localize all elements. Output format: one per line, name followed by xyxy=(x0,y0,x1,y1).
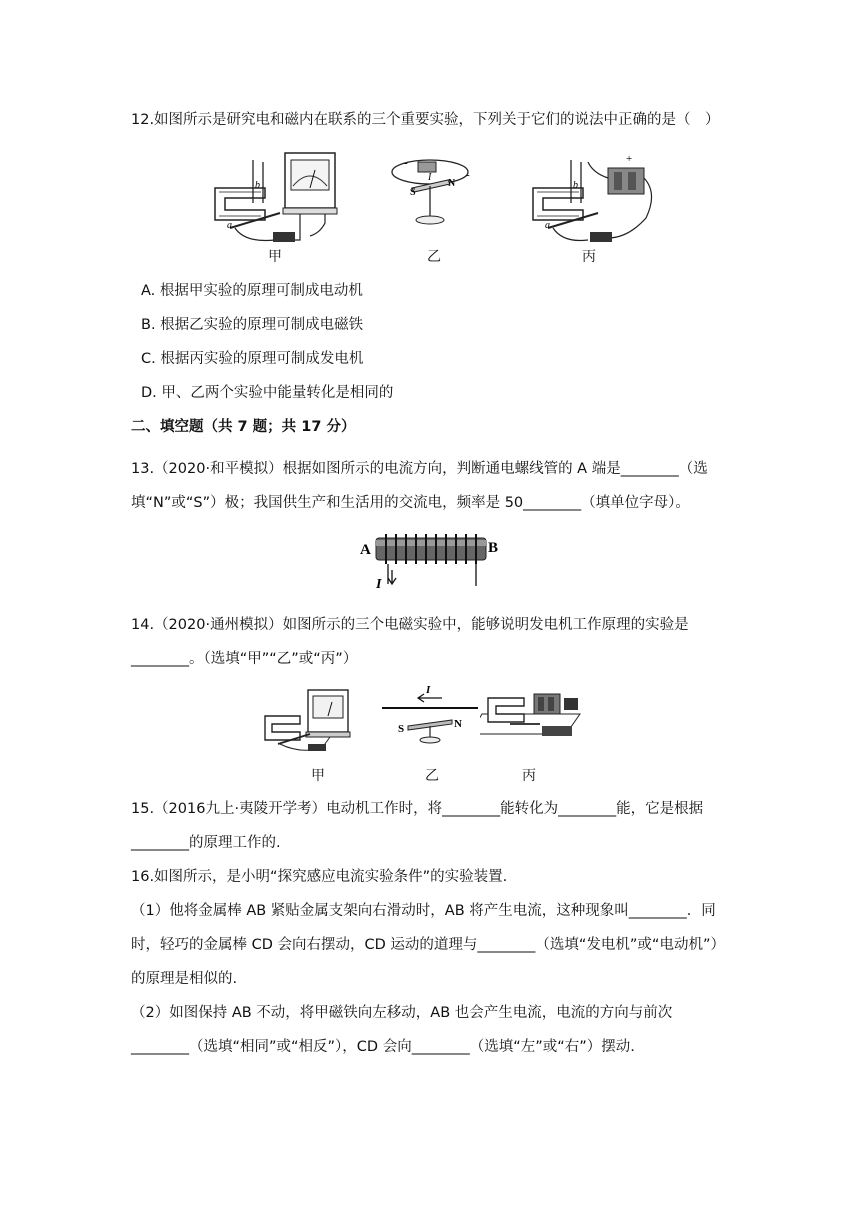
q12-label-S: S xyxy=(410,187,416,198)
q12-option-c: C. 根据丙实验的原理可制成发电机 xyxy=(141,351,364,367)
q12-minus-right: - xyxy=(466,169,470,181)
q16-part1-line1: （1）他将金属棒 AB 紧贴金属支架向右滑动时，AB 将产生电流，这种现象叫________．同 xyxy=(131,903,716,919)
q12-option-b: B. 根据乙实验的原理可制成电磁铁 xyxy=(141,317,364,333)
q13-solenoid-figure xyxy=(358,522,508,592)
q14-line2: ________。（选填“甲”“乙”或“丙”） xyxy=(131,651,358,667)
q12-figure-jia xyxy=(205,148,355,248)
q14-label-S: S xyxy=(398,723,405,735)
q16-part1-line2: 时，轻巧的金属棒 CD 会向右摆动，CD 运动的道理与________（选填“发电机”或“电动机”） xyxy=(131,937,725,953)
q12-bing-label-a: a xyxy=(545,220,550,231)
section-title: 二、填空题（共 7 题；共 17 分） xyxy=(131,419,356,435)
q12-plus-sign: + xyxy=(626,153,633,165)
q14-caption-yi: 乙 xyxy=(425,768,439,784)
q12-label-I: I xyxy=(428,172,432,183)
q14-label-N: N xyxy=(454,718,462,730)
q14-figure-bing xyxy=(480,684,590,756)
q15-line2: ________的原理工作的. xyxy=(131,835,281,851)
q12-label-N: N xyxy=(448,178,456,189)
q15-line1: 15.（2016九上·夷陵开学考）电动机工作时，将________能转化为________能，它是根据 xyxy=(131,801,704,817)
q12-option-d: D. 甲、乙两个实验中能量转化是相同的 xyxy=(141,385,394,401)
q12-figure-yi xyxy=(380,150,480,240)
q13-line1: 13.（2020·和平模拟）根据如图所示的电流方向，判断通电螺线管的 A 端是________（选 xyxy=(131,461,708,477)
q14-caption-jia: 甲 xyxy=(311,768,325,784)
q12-option-a: A. 根据甲实验的原理可制成电动机 xyxy=(141,283,363,299)
q13-line2: 填“N”或“S”）极；我国供生产和生活用的交流电，频率是 50________（填单位字母）。 xyxy=(131,495,690,511)
q12-label-b: b xyxy=(255,180,260,191)
q12-figure-bing xyxy=(528,148,668,248)
q14-caption-bing: 丙 xyxy=(522,768,536,784)
q12-stem: 12.如图所示是研究电和磁内在联系的三个重要实验，下列关于它们的说法中正确的是（ ） xyxy=(131,112,720,128)
q12-caption-jia: 甲 xyxy=(268,249,282,265)
q13-label-B: B xyxy=(488,540,499,556)
q12-minus-left: - xyxy=(404,157,408,169)
q14-figure-jia xyxy=(260,686,360,756)
q12-caption-bing: 丙 xyxy=(582,249,596,265)
q16-part1-line3: 的原理是相似的. xyxy=(131,971,238,987)
q14-label-I: I xyxy=(426,684,431,696)
q13-label-A: A xyxy=(360,542,371,558)
q12-label-a: a xyxy=(227,220,232,231)
q16-part2-line2: ________（选填“相同”或“相反”），CD 会向________（选填“左”或“右”）摆动. xyxy=(131,1039,635,1055)
q14-figure-yi xyxy=(380,680,480,750)
q14-line1: 14.（2020·通州模拟）如图所示的三个电磁实验中，能够说明发电机工作原理的实验是 xyxy=(131,617,689,633)
q16-part2-line1: （2）如图保持 AB 不动，将甲磁铁向左移动，AB 也会产生电流，电流的方向与前次 xyxy=(131,1005,673,1021)
q16-stem: 16.如图所示，是小明“探究感应电流实验条件”的实验装置. xyxy=(131,869,508,885)
q13-label-I: I xyxy=(376,577,382,592)
q12-caption-yi: 乙 xyxy=(427,249,441,265)
q12-bing-label-b: b xyxy=(573,180,578,191)
